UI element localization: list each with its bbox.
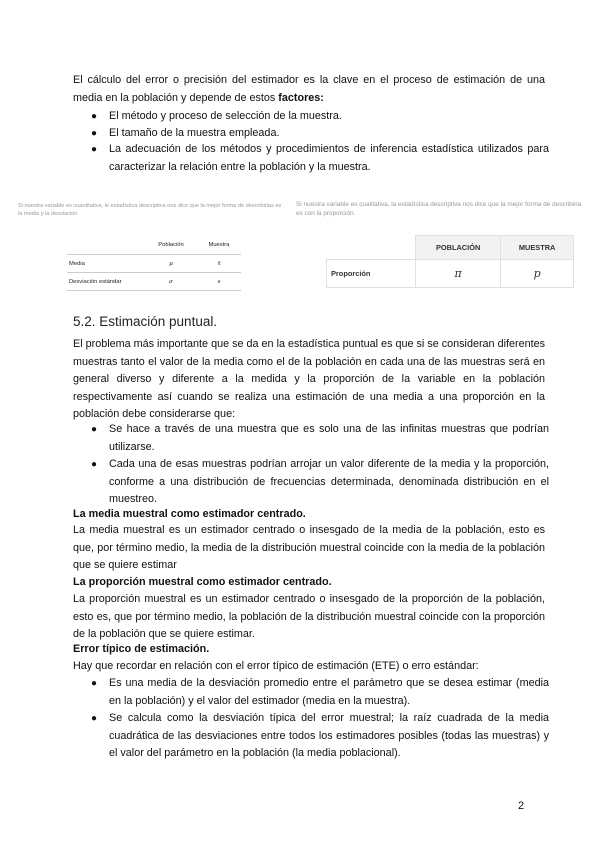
bullet-icon: ● — [91, 459, 98, 470]
bullet-icon: ● — [91, 111, 98, 122]
bullet-icon: ● — [91, 144, 98, 155]
row-label: Proporción — [327, 260, 416, 288]
media-paragraph: La media muestral es un estimador centrado o insesgado de la media de la población, esto es que, por término medio, la media de la distribución muestral coincide con la media de la población que se quiere estimar — [73, 524, 545, 572]
cell-mue: s — [197, 273, 241, 291]
row-label: Media — [67, 255, 145, 273]
intro-bullet: El tamaño de la muestra empleada. — [109, 127, 280, 139]
intro-bullet: La adecuación de los métodos y procedimientos de inferencia estadística utilizados para caracterizar la relación entre la población y la muestra. — [109, 143, 549, 173]
bullet-icon: ● — [91, 713, 98, 724]
proporcion-heading: La proporción muestral como estimador centrado. — [73, 576, 332, 588]
section-bullet: Cada una de esas muestras podrían arrojar un valor diferente de la media y la proporción, conforme a una distribución de frecuencias determinada, denominada distribución en el muestreo. — [109, 458, 549, 506]
error-paragraph: Hay que recordar en relación con el error típico de estimación (ETE) o erro estándar: — [73, 660, 479, 672]
figure-left-table — [67, 235, 241, 291]
bullet-icon: ● — [91, 128, 98, 139]
col-poblacion: Población — [145, 235, 197, 255]
section-title: 5.2. Estimación puntual. — [73, 314, 218, 329]
intro-bold: factores: — [278, 91, 324, 104]
col-poblacion: POBLACIÓN — [416, 236, 501, 260]
error-bullet: Se calcula como la desviación típica del error muestral; la raíz cuadrada de la media cuadrática de las desviaciones entre todos los estimadores posibles (todas las muestras) y el valor del parámetro en la población (la media poblacional). — [109, 712, 549, 760]
page-number: 2 — [518, 800, 525, 812]
cell-mue: x̄ — [197, 255, 241, 273]
figure-left-caption: Si nuestra variable es cuantitativa, le estadística descriptiva nos dice que la mejor forma de describirlas es la media y la desviación — [18, 203, 282, 217]
cell-pob: σ — [145, 273, 197, 291]
error-bullet: Es una media de la desviación promedio entre el parámetro que se desea estimar (media en la población) y el valor del estimador (media en la muestra). — [109, 677, 549, 707]
row-label: Desviación estándar — [67, 273, 145, 291]
figure-right-caption: Si nuestra variable es cualitativa, la estadística descriptiva nos dice que la mejor forma de describirla es con la proporción. — [296, 201, 582, 217]
cell-pob: π — [416, 260, 501, 288]
figure-right-table — [326, 235, 574, 288]
section-bullet: Se hace a través de una muestra que es solo una de las infinitas muestras que podrían utilizarse. — [109, 423, 549, 453]
intro-text: El cálculo del error o precisión del estimador es la clave en el proceso de estimación de una media en la población y depende de estos — [73, 74, 545, 104]
proporcion-paragraph: La proporción muestral es un estimador centrado o insesgado de la proporción de la población, esto es, que por término medio, la población de la distribución muestral coincide con la proporción de la población que se quiere estimar. — [73, 593, 545, 641]
col-muestra: Muestra — [197, 235, 241, 255]
bullet-icon: ● — [91, 678, 98, 689]
bullet-icon: ● — [91, 424, 98, 435]
error-heading: Error típico de estimación. — [73, 643, 210, 655]
col-muestra: MUESTRA — [501, 236, 574, 260]
intro-paragraph — [73, 72, 545, 107]
media-heading: La media muestral como estimador centrado. — [73, 508, 306, 520]
cell-pob: μ — [145, 255, 197, 273]
intro-bullet: El método y proceso de selección de la muestra. — [109, 110, 342, 122]
cell-mue: p — [501, 260, 574, 288]
section-paragraph: El problema más importante que se da en la estadística puntual es que si se consideran diferentes muestras tanto el valor de la media como el de la población en cada una de las muestras será en general diverso y diferente a la medida y la proporción de la variable en la población respectivamente así cuando se realiza una estimación de una media a una proporción en la población debe considerarse que: — [73, 338, 545, 421]
